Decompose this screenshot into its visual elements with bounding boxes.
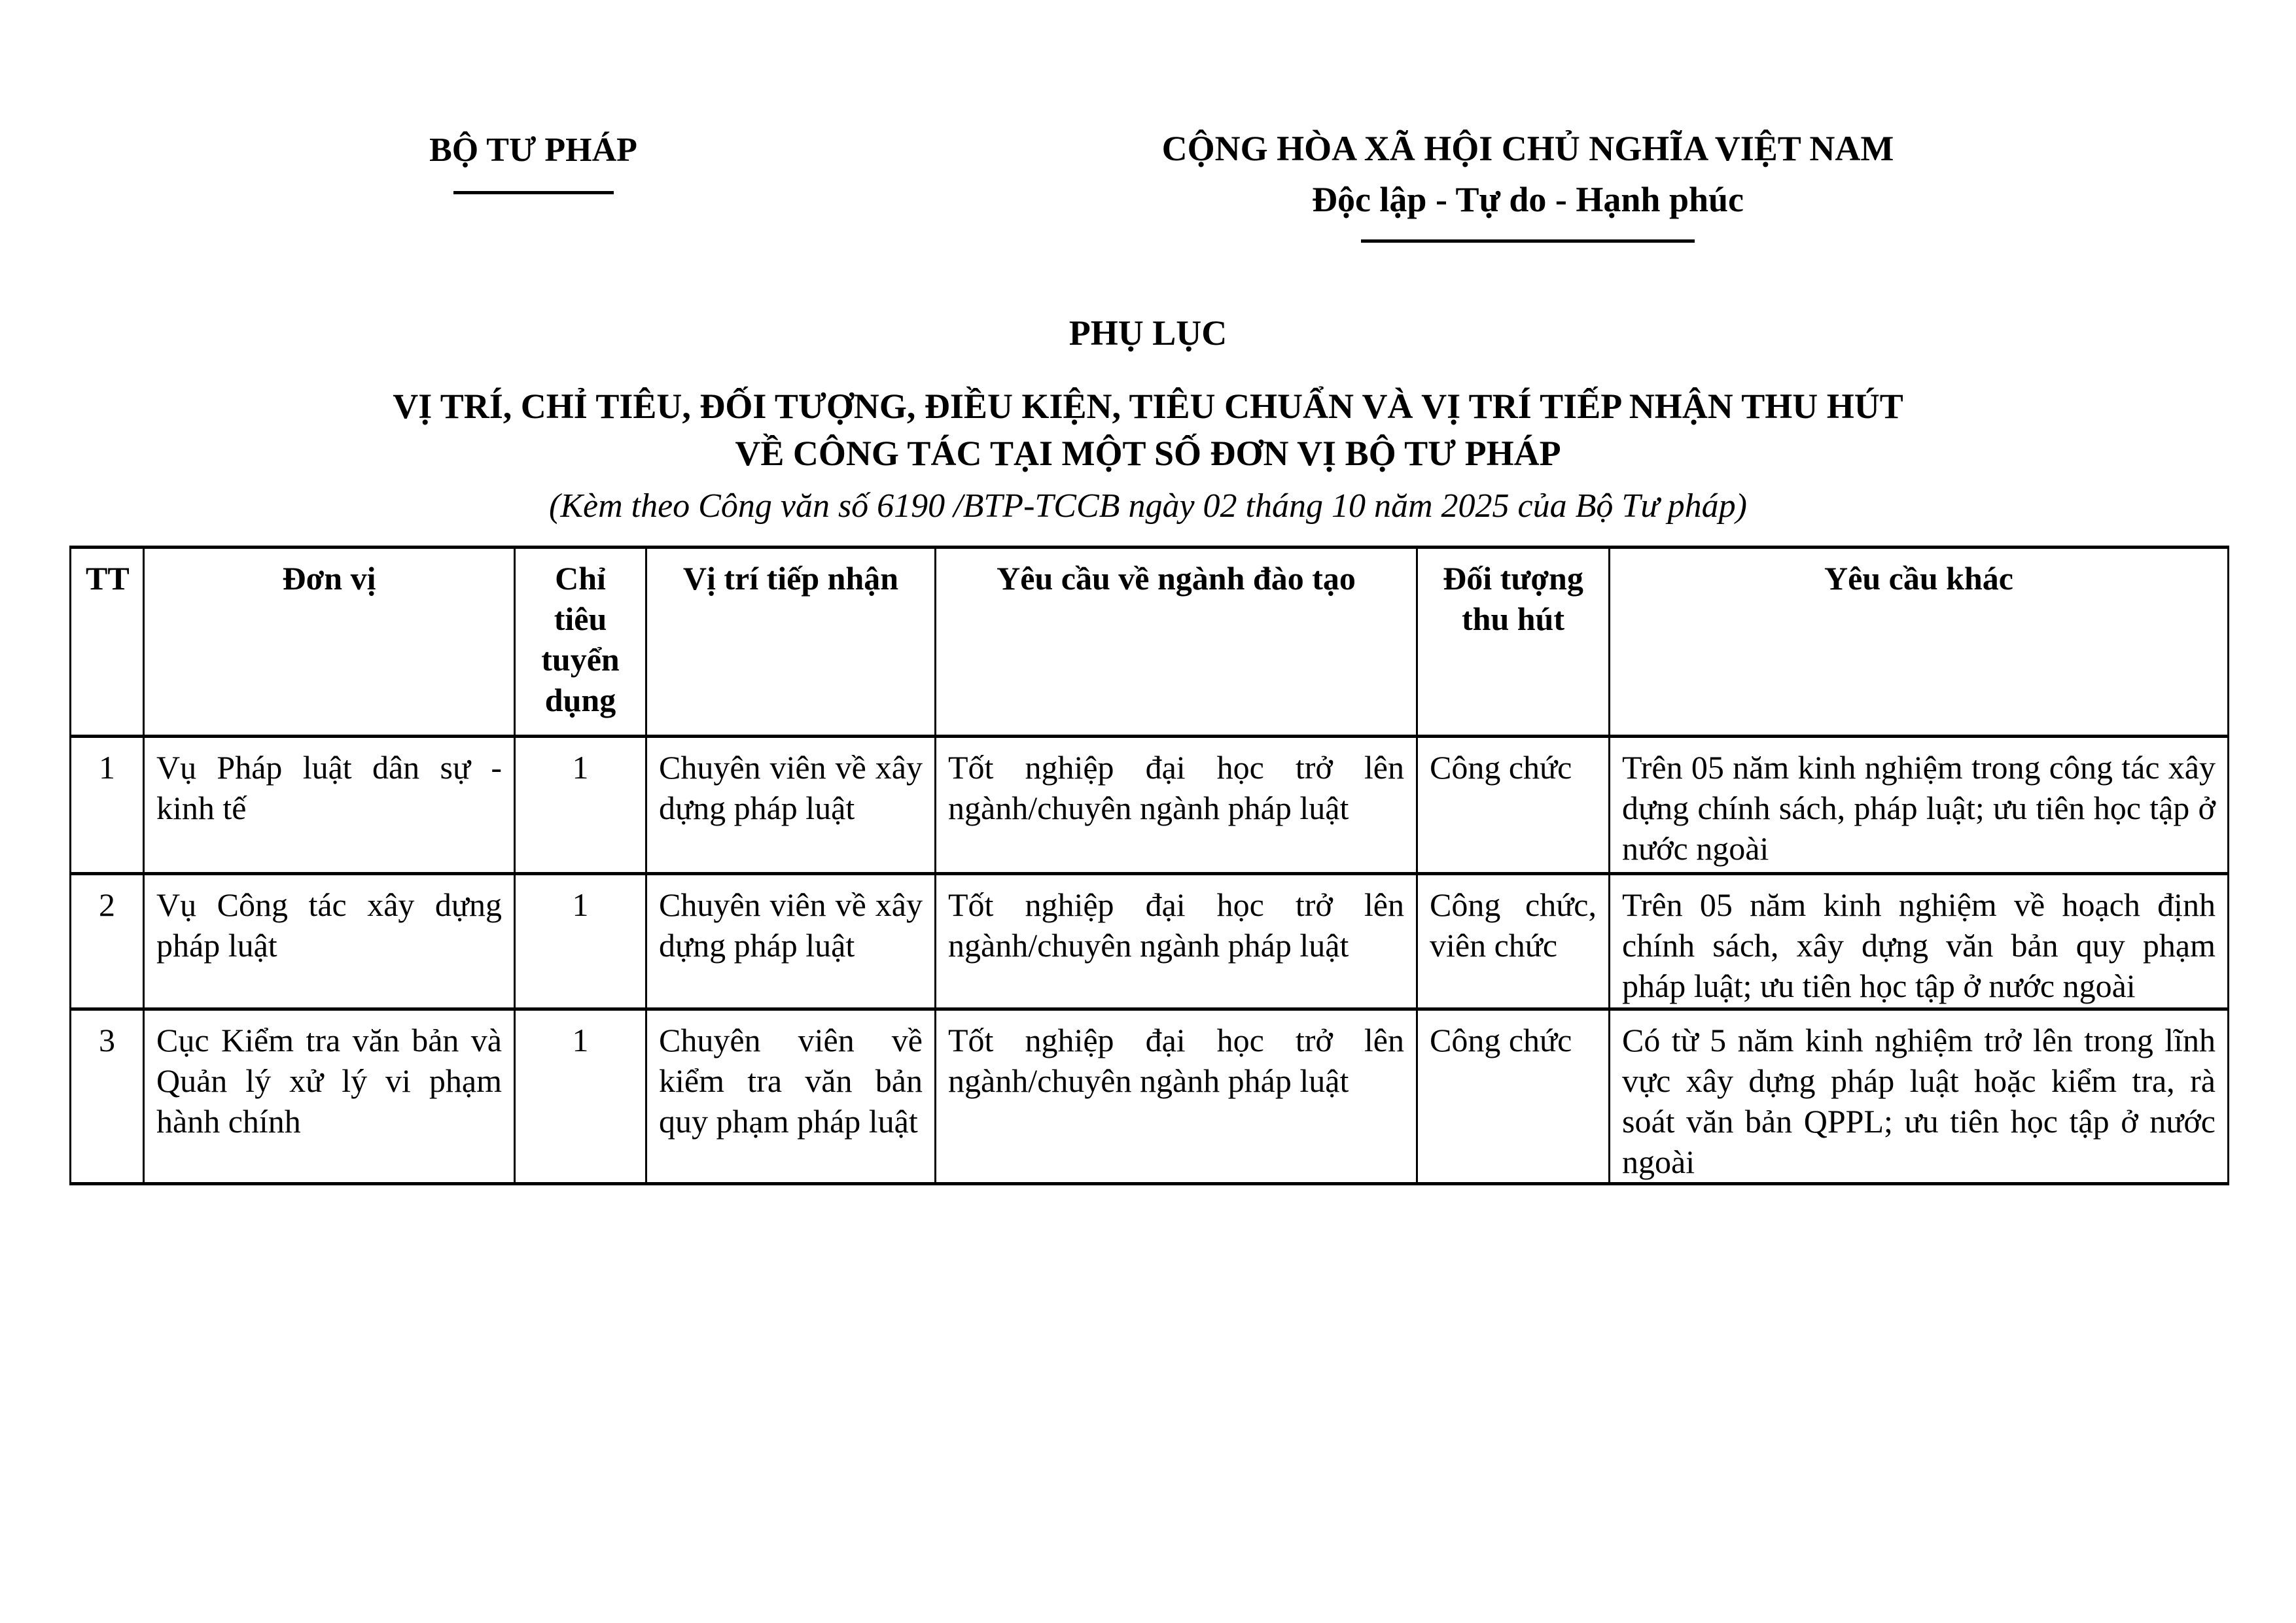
cell-doi-tuong: Công chức	[1417, 1009, 1610, 1184]
cell-vi-tri: Chuyên viên về kiểm tra văn bản quy phạm pháp luật	[646, 1009, 936, 1184]
header-cell-nganh: Yêu cầu về ngành đào tạo	[936, 548, 1417, 737]
cell-don-vi: Cục Kiểm tra văn bản và Quản lý xử lý vi phạm hành chính	[144, 1009, 515, 1184]
cell-yeu-cau-khac: Trên 05 năm kinh nghiệm về hoạch định chính sách, xây dựng văn bản quy phạm pháp luật; ưu tiên học tập ở nước ngoài	[1610, 874, 2229, 1009]
cell-nganh-dao-tao: Tốt nghiệp đại học trở lên ngành/chuyên ngành pháp luật	[936, 874, 1417, 1009]
document-title-line2: VỀ CÔNG TÁC TẠI MỘT SỐ ĐƠN VỊ BỘ TƯ PHÁP	[735, 434, 1561, 473]
cell-yeu-cau-khac: Có từ 5 năm kinh nghiệm trở lên trong lĩnh vực xây dựng pháp luật hoặc kiểm tra, rà soát văn bản QPPL; ưu tiên học tập ở nước ngoài	[1610, 1009, 2229, 1184]
positions-table	[69, 546, 2229, 1185]
header-cell-don-vi: Đơn vị	[144, 548, 515, 737]
header-cell-vi-tri: Vị trí tiếp nhận	[646, 548, 936, 737]
cell-vi-tri: Chuyên viên về xây dựng pháp luật	[646, 737, 936, 874]
motto-underline	[1361, 239, 1695, 243]
cell-don-vi: Vụ Công tác xây dựng pháp luật	[144, 874, 515, 1009]
document-title-line1: VỊ TRÍ, CHỈ TIÊU, ĐỐI TƯỢNG, ĐIỀU KIỆN, TIÊU CHUẨN VÀ VỊ TRÍ TIẾP NHẬN THU HÚT	[393, 387, 1903, 426]
table-row	[71, 874, 2229, 1009]
cell-vi-tri: Chuyên viên về xây dựng pháp luật	[646, 874, 936, 1009]
header-cell-tt: TT	[71, 548, 144, 737]
org-underline	[453, 191, 614, 194]
cell-don-vi: Vụ Pháp luật dân sự - kinh tế	[144, 737, 515, 874]
cell-nganh-dao-tao: Tốt nghiệp đại học trở lên ngành/chuyên ngành pháp luật	[936, 1009, 1417, 1184]
cell-chi-tieu: 1	[515, 737, 646, 874]
cell-doi-tuong: Công chức, viên chức	[1417, 874, 1610, 1009]
cell-yeu-cau-khac: Trên 05 năm kinh nghiệm trong công tác xây dựng chính sách, pháp luật; ưu tiên học tập ở nước ngoài	[1610, 737, 2229, 874]
org-name: BỘ TƯ PHÁP	[429, 131, 637, 169]
document-reference: (Kèm theo Công văn số 6190 /BTP-TCCB ngày 02 tháng 10 năm 2025 của Bộ Tư pháp)	[549, 487, 1747, 525]
cell-chi-tieu: 1	[515, 1009, 646, 1184]
table-header-row	[71, 548, 2229, 737]
cell-tt: 1	[71, 737, 144, 874]
motto: Độc lập - Tự do - Hạnh phúc	[1311, 180, 1744, 219]
cell-tt: 2	[71, 874, 144, 1009]
table-row	[71, 1009, 2229, 1184]
header-cell-doi-tuong: Đối tượng thu hút	[1417, 548, 1610, 737]
cell-nganh-dao-tao: Tốt nghiệp đại học trở lên ngành/chuyên ngành pháp luật	[936, 737, 1417, 874]
document-title	[0, 383, 2296, 477]
header-cell-khac: Yêu cầu khác	[1610, 548, 2229, 737]
table-row	[71, 737, 2229, 874]
cell-chi-tieu: 1	[515, 874, 646, 1009]
letterhead-org	[337, 131, 730, 194]
cell-doi-tuong: Công chức	[1417, 737, 1610, 874]
cell-tt: 3	[71, 1009, 144, 1184]
appendix-label: PHỤ LỤC	[1069, 313, 1227, 353]
republic-name: CỘNG HÒA XÃ HỘI CHỦ NGHĨA VIỆT NAM	[1161, 129, 1894, 168]
header-cell-chi-tieu: Chỉ tiêu tuyển dụng	[515, 548, 646, 737]
letterhead-republic	[1135, 128, 1920, 243]
